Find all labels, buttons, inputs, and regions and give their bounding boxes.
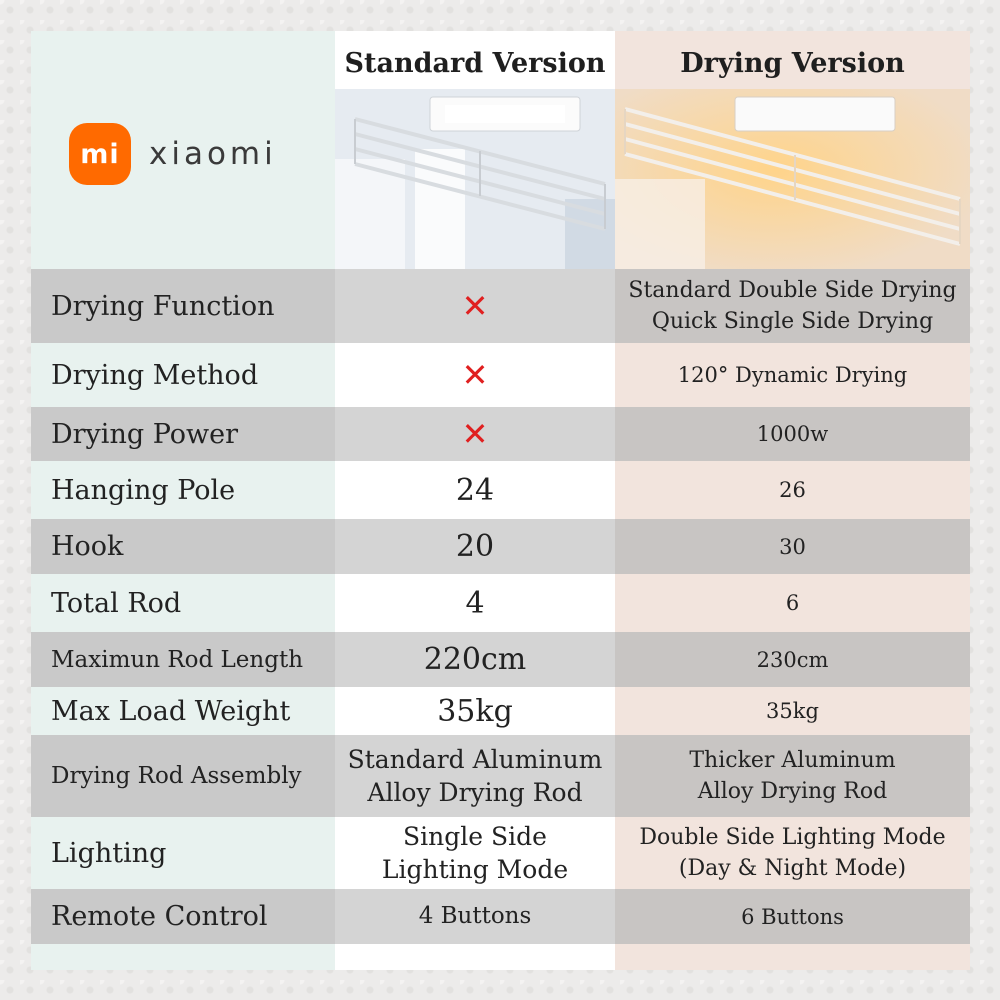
not-available-icon: [335, 269, 615, 343]
table-row-remote-control: [31, 889, 970, 944]
logo-badge-text: mi: [80, 138, 120, 170]
standard-value: 4 Buttons: [335, 889, 615, 944]
row-label: Total Rod: [51, 587, 182, 619]
table-row-drying-method: [31, 343, 970, 407]
cross-icon: ✕: [461, 355, 489, 394]
row-label: Lighting: [51, 837, 167, 869]
table-row-drying-power: [31, 407, 970, 461]
not-available-icon: [335, 407, 615, 461]
drying-value: Thicker Aluminum Alloy Drying Rod: [615, 735, 970, 817]
table-row-lighting: [31, 817, 970, 889]
standard-value: 35kg: [437, 693, 513, 729]
row-label: Drying Method: [51, 359, 259, 391]
standard-version-title: Standard Version: [344, 48, 606, 79]
table-row-drying-rod-assembly: [31, 735, 970, 817]
row-label: Drying Rod Assembly: [31, 735, 335, 817]
standard-version-image: [335, 89, 615, 269]
drying-value: 26: [779, 478, 806, 502]
drying-value: 120° Dynamic Drying: [677, 363, 908, 387]
table-row-hook: [31, 519, 970, 574]
row-label: Maximun Rod Length: [31, 632, 335, 687]
not-available-icon: [335, 343, 615, 407]
drying-value: Double Side Lighting Mode (Day & Night Mode): [639, 825, 946, 881]
table-row-hanging-pole: [31, 461, 970, 519]
comparison-card: [31, 31, 970, 970]
table-row-max-load-weight: [31, 687, 970, 735]
standard-value: 20: [335, 519, 615, 574]
mi-logo-icon: [69, 123, 131, 185]
cross-icon: ✕: [461, 286, 489, 325]
row-label: Hook: [31, 519, 335, 574]
brand-name: xiaomi: [149, 136, 277, 172]
drying-value: 1000w: [615, 407, 970, 461]
row-label: Remote Control: [31, 889, 335, 944]
table-header: [31, 31, 970, 269]
drying-version-image: [615, 89, 970, 269]
drying-value: 6 Buttons: [615, 889, 970, 944]
row-label: Drying Power: [31, 407, 335, 461]
table-row-maximun-rod-length: [31, 632, 970, 687]
drying-value: 30: [615, 519, 970, 574]
drying-version-title: Drying Version: [680, 48, 905, 79]
standard-value: Single Side Lighting Mode: [381, 822, 569, 884]
table-row-total-rod: [31, 574, 970, 632]
row-label: Drying Function: [31, 269, 335, 343]
drying-value: 6: [785, 591, 800, 615]
standard-value: Standard Aluminum Alloy Drying Rod: [335, 735, 615, 817]
standard-value: 4: [465, 585, 485, 621]
standard-value: 220cm: [335, 632, 615, 687]
table-row-drying-function: [31, 269, 970, 343]
row-label: Hanging Pole: [51, 474, 236, 506]
row-label: Max Load Weight: [51, 695, 291, 727]
drying-value: 230cm: [615, 632, 970, 687]
drying-value: 35kg: [766, 699, 819, 723]
xiaomi-logo: [69, 123, 277, 185]
standard-value: 24: [455, 472, 495, 508]
drying-value: Standard Double Side Drying Quick Single Side Drying: [615, 269, 970, 343]
cross-icon: ✕: [461, 414, 489, 453]
